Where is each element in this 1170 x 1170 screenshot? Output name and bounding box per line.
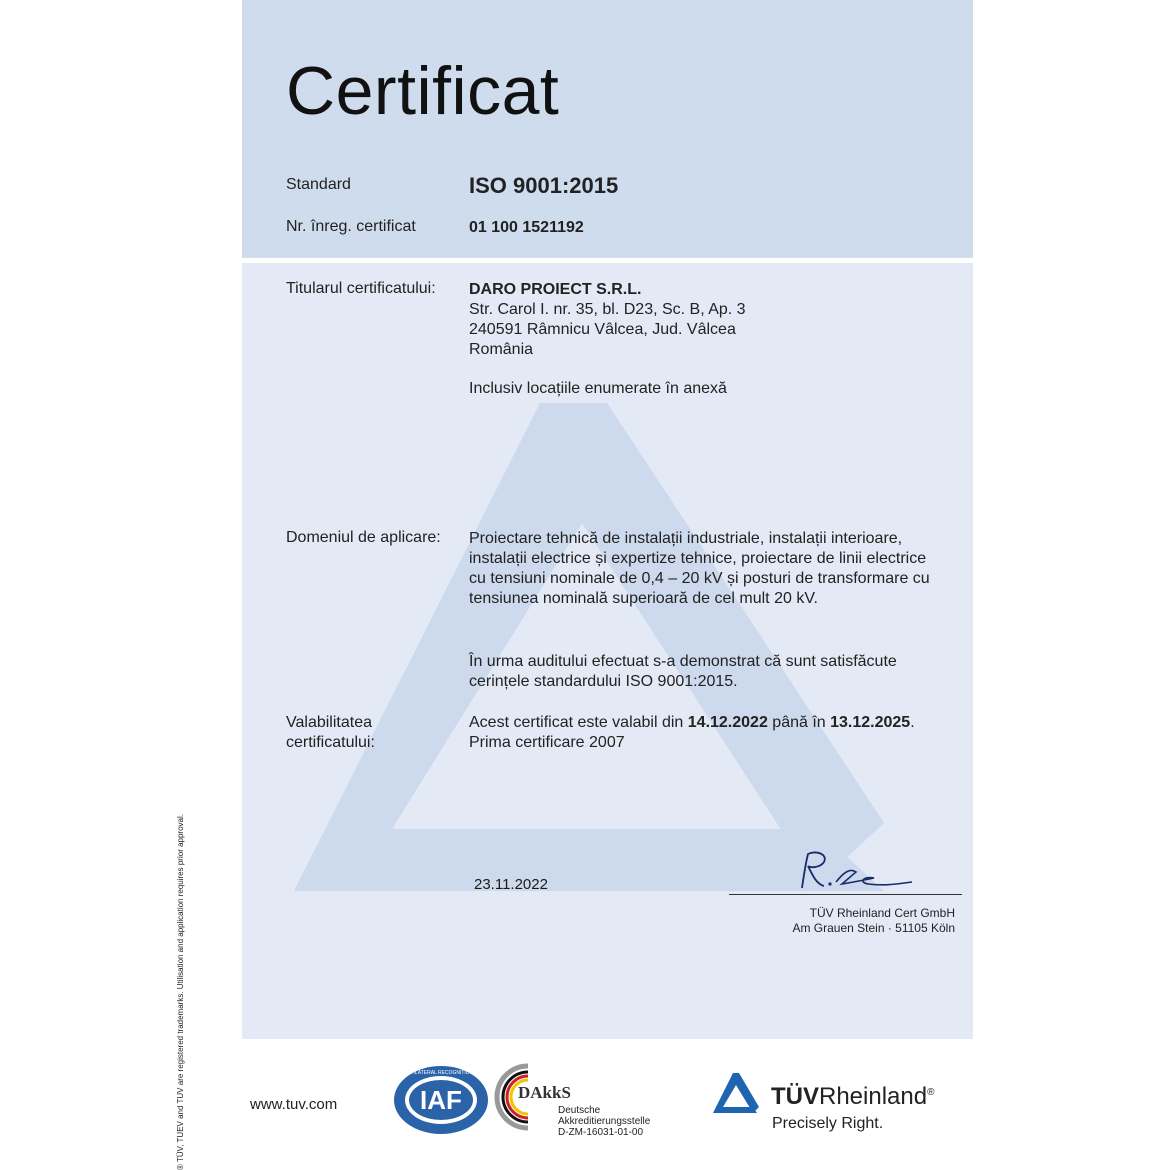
scope-line: instalații electrice și expertize tehnice, proiectare de linii electrice	[469, 550, 927, 567]
scope-line: cu tensiuni nominale de 0,4 – 20 kV și posturi de transformare cu	[469, 570, 930, 587]
standard-value: ISO 9001:2015	[469, 173, 619, 198]
website-link[interactable]: www.tuv.com	[250, 1096, 338, 1113]
scope-line: Proiectare tehnică de instalații industriale, instalații interioare,	[469, 530, 903, 547]
standard-label: Standard	[286, 176, 351, 193]
tuv-triangle-logo	[711, 1071, 761, 1115]
iaf-text: IAF	[420, 1085, 462, 1115]
tuv-claim: Precisely Right.	[772, 1115, 884, 1132]
brand-rest: Rheinland	[819, 1083, 928, 1110]
validity-suffix: .	[910, 714, 915, 731]
certificate-title: Certificat	[286, 53, 560, 129]
audit-statement	[469, 652, 897, 692]
dakks-name: DAkkS	[518, 1083, 571, 1102]
audit-line: În urma auditului efectuat s-a demonstrat că sunt satisfăcute	[469, 653, 897, 670]
holder-block	[469, 280, 746, 360]
issuer-name: TÜV Rheinland Cert GmbH	[809, 906, 955, 920]
iaf-ring-text: MEMBER OF MULTILATERAL RECOGNITION ARRANGEMENT	[368, 1070, 514, 1076]
issuer-address: Am Grauen Stein · 51105 Köln	[792, 921, 955, 935]
audit-line: cerințele standardului ISO 9001:2015.	[469, 673, 738, 690]
valid-to-date: 13.12.2025	[830, 714, 911, 731]
first-certification: Prima certificare 2007	[469, 734, 625, 751]
registration-label: Nr. înreg. certificat	[286, 218, 416, 235]
holder-name: DARO PROIECT S.R.L.	[469, 281, 642, 298]
registration-number: 01 100 1521192	[469, 219, 584, 236]
validity-mid: până în	[767, 714, 831, 731]
scope-text	[469, 529, 930, 609]
signature-line	[729, 894, 962, 895]
validity-prefix: Acest certificat este valabil din	[469, 714, 688, 731]
validity-text	[469, 713, 915, 753]
dakks-details	[558, 1105, 650, 1138]
holder-note: Inclusiv locațiile enumerate în anexă	[469, 380, 727, 397]
trademark-note: ® TÜV, TUEV and TUV are registered trademarks. Utilisation and application requires prior approval.	[176, 814, 185, 1170]
validity-label-line: certificatului:	[286, 734, 375, 751]
issuer-block	[792, 906, 955, 936]
dakks-line: Deutsche	[558, 1105, 601, 1116]
validity-line	[469, 713, 915, 733]
tuv-brand	[771, 1083, 934, 1111]
issue-date: 23.11.2022	[474, 876, 548, 893]
dakks-line: Akkreditierungsstelle	[558, 1116, 651, 1127]
brand-registered-mark: ®	[927, 1087, 935, 1098]
certificate-page	[242, 0, 973, 1170]
scope-line: tensiunea nominală superioară de cel mult 20 kV.	[469, 590, 818, 607]
validity-label-line: Valabilitatea	[286, 714, 372, 731]
iaf-logo	[368, 1064, 514, 1136]
holder-address-line: România	[469, 341, 534, 358]
holder-address-line: Str. Carol I. nr. 35, bl. D23, Sc. B, Ap. 3	[469, 301, 746, 318]
dakks-line: D-ZM-16031-01-00	[558, 1127, 644, 1138]
brand-bold: TÜV	[771, 1083, 819, 1110]
holder-address-line: 240591 Râmnicu Vâlcea, Jud. Vâlcea	[469, 321, 736, 338]
signature	[794, 846, 914, 892]
scope-label: Domeniul de aplicare:	[286, 529, 441, 546]
holder-label: Titularul certificatului:	[286, 280, 436, 297]
validity-label	[286, 713, 375, 753]
valid-from-date: 14.12.2022	[687, 714, 768, 731]
